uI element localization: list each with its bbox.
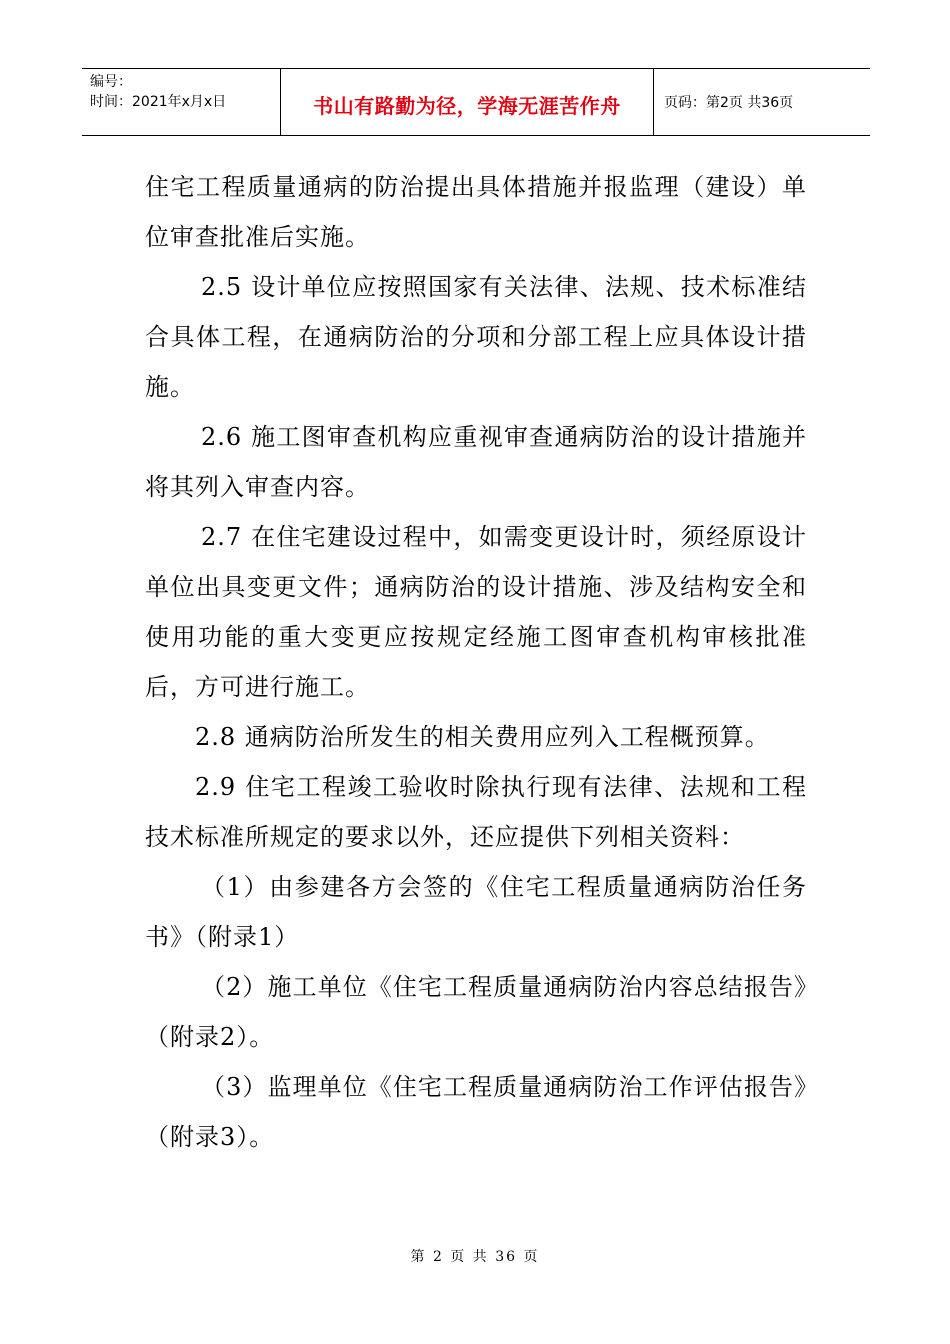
list-item-1: （1）由参建各方会签的《住宅工程质量通病防治任务书》（附录1） xyxy=(145,873,807,951)
paragraph-continuation: 住宅工程质量通病的防治提出具体措施并报监理（建设）单位审查批准后实施。 xyxy=(145,173,807,251)
paragraph-2-7: 2.7 在住宅建设过程中，如需变更设计时，须经原设计单位出具变更文件；通病防治的设计措施、涉及结构安全和使用功能的重大变更应按规定经施工图审查机构审核批准后，方可进行施工。 xyxy=(145,523,807,701)
page-footer: 第 2 页 共 36 页 xyxy=(410,1249,540,1265)
document-number-label: 编号： xyxy=(90,74,132,90)
header-motto: 书山有路勤为径，学海无涯苦作舟 xyxy=(313,93,621,118)
paragraph-2-6: 2.6 施工图审查机构应重视审查通病防治的设计措施并将其列入审查内容。 xyxy=(145,423,807,501)
header-page-cell xyxy=(654,69,870,135)
header-meta-cell xyxy=(82,69,281,135)
page-header xyxy=(82,68,870,136)
paragraph-2-9: 2.9 住宅工程竣工验收时除执行现有法律、法规和工程技术标准所规定的要求以外，还应提供下列相关资料： xyxy=(145,773,807,851)
list-item-3: （3）监理单位《住宅工程质量通病防治工作评估报告》（附录3）。 xyxy=(145,1073,807,1151)
paragraph-2-5: 2.5 设计单位应按照国家有关法律、法规、技术标准结合具体工程，在通病防治的分项和分部工程上应具体设计措施。 xyxy=(145,273,807,401)
paragraph-2-8: 2.8 通病防治所发生的相关费用应列入工程概预算。 xyxy=(195,723,770,751)
header-page-number: 页码：第2页 共36页 xyxy=(664,95,794,111)
list-item-2: （2）施工单位《住宅工程质量通病防治内容总结报告》（附录2）。 xyxy=(145,973,807,1051)
document-date-label: 时间：2021年x月x日 xyxy=(90,94,227,110)
document-body xyxy=(145,162,807,1162)
header-motto-cell xyxy=(281,69,654,135)
